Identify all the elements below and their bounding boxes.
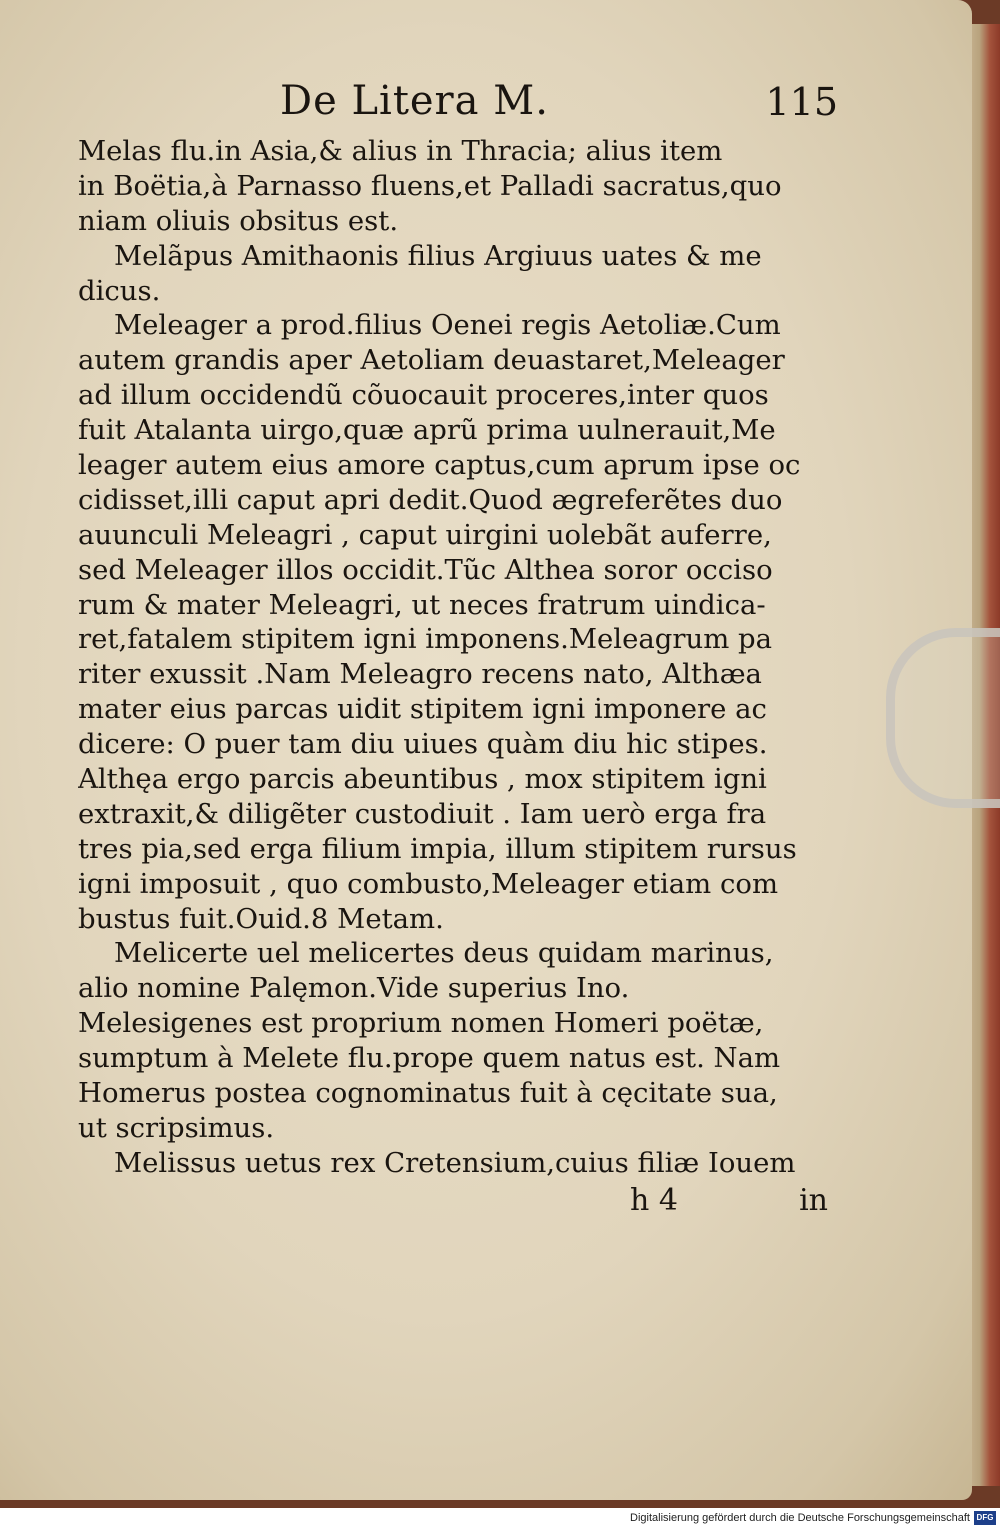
text-line: Meleager a prod.filius Oenei regis Aetoliæ.Cum [114,309,781,342]
text-line: dicus. [78,274,161,307]
text-line: dicere: O puer tam diu uiues quàm diu hic stipes. [78,728,768,761]
running-head-title: De Litera M. [280,78,549,124]
text-line: extraxit,& diligẽter custodiuit . Iam uerò erga fra [78,797,767,830]
text-line: fuit Atalanta uirgo,quæ aprũ prima uulnerauit,Me [78,414,776,447]
text-line: cidisset,illi caput apri dedit.Quod ægreferẽtes duo [78,483,783,516]
funding-banner [0,1508,1000,1530]
body-text [78,134,838,1181]
text-line: igni imposuit , quo combusto,Meleager etiam com [78,867,779,900]
text-line: rum & mater Meleagri, ut neces fratrum uindica- [78,588,766,621]
text-line: autem grandis aper Aetoliam deuastaret,Meleager [78,344,785,377]
text-line: Melicerte uel melicertes deus quidam marinus, [114,937,774,970]
text-line: auunculi Meleagri , caput uirgini uolebãt auferre, [78,518,772,551]
catchword: in [799,1182,828,1218]
text-line: Melesigenes est proprium nomen Homeri poëtæ, [78,1007,764,1040]
text-line: in Boëtia,à Parnasso fluens,et Palladi sacratus,quo [78,169,782,202]
text-line: ret,fatalem stipitem igni imponens.Meleagrum pa [78,623,773,656]
text-line: Homerus postea cognominatus fuit à cęcitate sua, [78,1077,778,1110]
text-line: ut scripsimus. [78,1111,275,1144]
page-content [78,72,838,1223]
text-line: leager autem eius amore captus,cum aprum ipse oc [78,449,801,482]
page-number: 115 [765,80,838,124]
text-line: sumptum à Melete flu.prope quem natus est. Nam [78,1042,781,1075]
clasp-shadow [886,628,1000,808]
text-line: Melissus uetus rex Cretensium,cuius filiæ Iouem [114,1146,796,1179]
running-head [78,72,838,130]
text-line: sed Meleager illos occidit.Tũc Althea soror occiso [78,553,773,586]
text-line: tres pia,sed erga filium impia, illum stipitem rursus [78,832,797,865]
text-line: ad illum occidendũ cõuocauit proceres,inter quos [78,379,769,412]
signature-mark: h 4 [630,1182,678,1218]
text-line: riter exussit .Nam Meleagro recens nato, Althæa [78,658,762,691]
text-line: bustus fuit.Ouid.8 Metam. [78,902,444,935]
text-line: mater eius parcas uidit stipitem igni imponere ac [78,693,767,726]
catchline [78,1183,838,1223]
text-line: niam oliuis obsitus est. [78,204,399,237]
dfg-logo: DFG [974,1511,996,1525]
text-line: Althęa ergo parcis abeuntibus , mox stipitem igni [78,763,767,796]
funding-note: Digitalisierung gefördert durch die Deutsche Forschungsgemeinschaft [630,1512,970,1524]
text-line: Melas flu.in Asia,& alius in Thracia; alius item [78,135,723,167]
text-line: alio nomine Palęmon.Vide superius Ino. [78,972,630,1005]
text-line: Melãpus Amithaonis filius Argiuus uates & me [114,239,762,272]
